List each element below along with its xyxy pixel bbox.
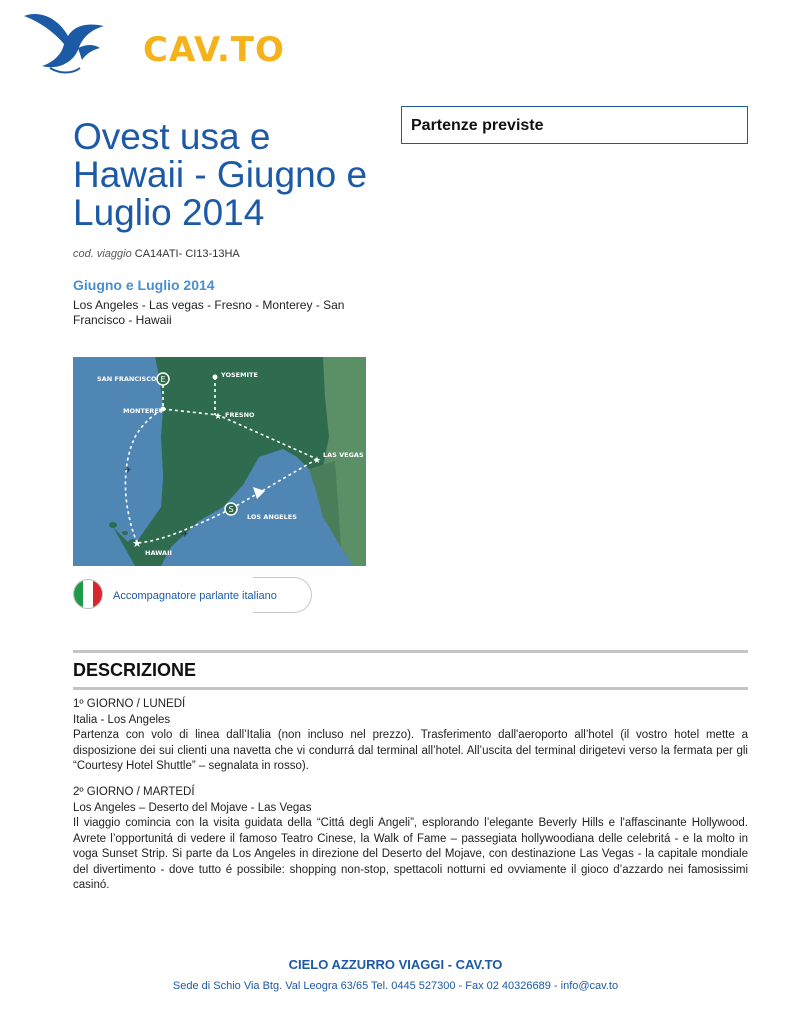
trip-code-label: cod. viaggio xyxy=(73,248,132,260)
departures-label: Partenze previste xyxy=(411,117,544,134)
svg-text:✈: ✈ xyxy=(181,529,189,539)
section-divider-bottom xyxy=(73,687,748,690)
end-badge: E xyxy=(160,375,166,384)
day-1-title: 1º GIORNO / LUNEDÍ xyxy=(73,698,186,710)
day-2-title: 2º GIORNO / MARTEDÍ xyxy=(73,786,195,798)
start-badge: S xyxy=(228,505,234,514)
day-1-text: Partenza con volo di linea dall’Italia (non incluso nel prezzo). Trasferimento dall'aeroporto all’hotel (il vostro hotel mette a disposizione dei sui clienti una navetta che vi condurrá dal terminal all’hotel. All’uscita del terminal dirigetevi verso la fermata per gli “Courtesy Hotel Shuttle” – segnalata in rosso). xyxy=(73,729,748,772)
trip-code-value: CA14ATI- CI13-13HA xyxy=(134,248,240,260)
section-divider-top xyxy=(73,650,748,653)
svg-text:★: ★ xyxy=(132,538,142,550)
logo-text: CAV.TO xyxy=(143,30,285,70)
svg-text:★: ★ xyxy=(312,455,322,465)
map-label-yosemite: YOSEMITE xyxy=(221,371,258,379)
day-2-route: Los Angeles – Deserto del Mojave - Las Vegas xyxy=(73,801,312,814)
footer-address: Sede di Schio Via Btg. Val Leogra 63/65 Tel. 0445 527300 - Fax 02 40326689 - info@cav.to xyxy=(172,980,619,992)
map-label-las-vegas: LAS VEGAS xyxy=(323,451,364,459)
description-heading: DESCRIZIONE xyxy=(73,660,197,680)
day-2 xyxy=(73,785,748,894)
map-label-los-angeles: LOS ANGELES xyxy=(247,513,297,521)
bird-logo-icon xyxy=(20,8,130,80)
trip-period: Giugno e Luglio 2014 xyxy=(73,277,215,293)
svg-text:★: ★ xyxy=(213,411,223,421)
map-label-fresno: FRESNO xyxy=(225,411,255,419)
footer-company: CIELO AZZURRO VIAGGI - CAV.TO xyxy=(288,957,503,972)
map-label-monterey: MONTEREY xyxy=(123,407,164,415)
trip-route: Los Angeles - Las vegas - Fresno - Monterey - San Francisco - Hawaii xyxy=(73,298,345,327)
map-label-hawaii: HAWAII xyxy=(145,549,172,557)
trip-code xyxy=(73,248,240,260)
day-1 xyxy=(73,697,748,775)
map-label-san-francisco: SAN FRANCISCO xyxy=(97,375,157,383)
departures-box xyxy=(401,106,748,144)
svg-text:✈: ✈ xyxy=(124,465,132,475)
logo xyxy=(20,8,285,80)
guide-label: Accompagnatore parlante italiano xyxy=(113,590,277,602)
italy-flag-icon xyxy=(73,579,103,609)
day-2-text: Il viaggio comincia con la visita guidata della “Cittá degli Angeli”, esplorando l’elegante Beverly Hills e l'affascinante Hollywood. Avrete l’opportunitá di vedere il famoso Teatro Cinese, la Walk of Fame – passegiata hollywoodiana delle celebritá - e la molto in voga Sunset Strip. Si parte da Los Angeles in direzione del Deserto del Mojave, con destinazione Las Vegas - la capitale mondiale del divertimento - dove tutto é possibile: shopping non-stop, spettacoli notturni ed ovviamente il gioco d’azzardo nei famosissimi casinó. xyxy=(73,817,748,891)
day-1-route: Italia - Los Angeles xyxy=(73,713,171,726)
route-map xyxy=(73,357,366,566)
italian-guide-badge xyxy=(73,577,313,615)
trip-title: Ovest usa e Hawaii - Giugno e Luglio 2014 xyxy=(73,116,368,233)
